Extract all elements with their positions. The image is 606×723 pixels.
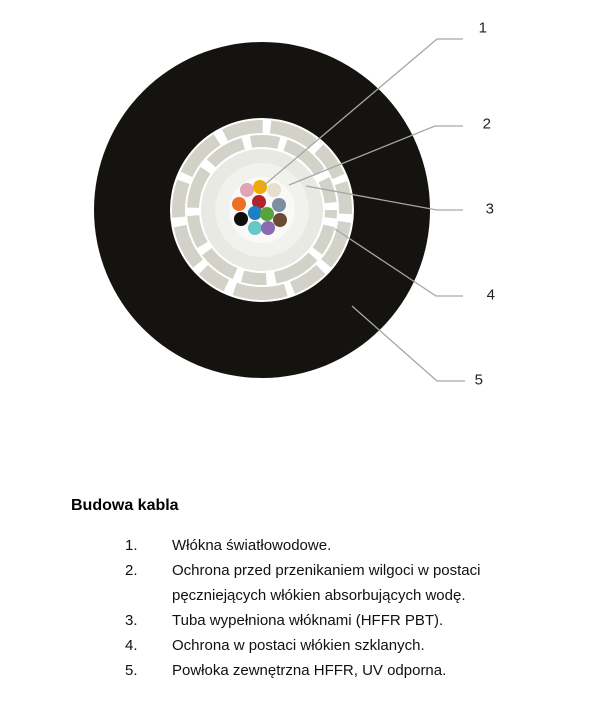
legend-item-text: Powłoka zewnętrzna HFFR, UV odporna. — [172, 662, 447, 679]
legend-item-2 — [125, 558, 535, 608]
callout-number-1: 1 — [478, 19, 488, 37]
fiber-brown — [273, 213, 287, 227]
fiber-green — [260, 207, 274, 221]
legend-item-number: 4. — [125, 637, 138, 654]
legend-item-5 — [125, 658, 535, 683]
legend-item-text: Ochrona przed przenikaniem wilgoci w postaci pęczniejących włókien absorbujących wodę. — [172, 562, 481, 604]
legend-list — [125, 533, 535, 683]
fiber-white — [267, 183, 281, 197]
fiber-yellow — [253, 180, 267, 194]
legend-item-4 — [125, 633, 535, 658]
callout-number-2: 2 — [482, 115, 492, 133]
legend-item-number: 3. — [125, 612, 138, 629]
fiber-rose — [240, 183, 254, 197]
callout-number-3: 3 — [485, 200, 495, 218]
fiber-black — [234, 212, 248, 226]
legend-heading: Budowa kabla — [71, 497, 179, 514]
legend-item-text: Włókna światłowodowe. — [172, 537, 332, 554]
fiber-slate — [272, 198, 286, 212]
legend-item-number: 1. — [125, 537, 138, 554]
callout-number-4: 4 — [486, 286, 496, 304]
legend-item-1 — [125, 533, 535, 558]
fiber-blue — [248, 206, 262, 220]
legend-item-text: Tuba wypełniona włóknami (HFFR PBT). — [172, 612, 444, 629]
fiber-aqua — [248, 221, 262, 235]
legend-item-3 — [125, 608, 535, 633]
fiber-orange — [232, 197, 246, 211]
legend-item-text: Ochrona w postaci włókien szklanych. — [172, 637, 425, 654]
fiber-violet — [261, 221, 275, 235]
legend-item-number: 5. — [125, 662, 138, 679]
callout-number-5: 5 — [474, 371, 484, 389]
legend-item-number: 2. — [125, 562, 138, 579]
